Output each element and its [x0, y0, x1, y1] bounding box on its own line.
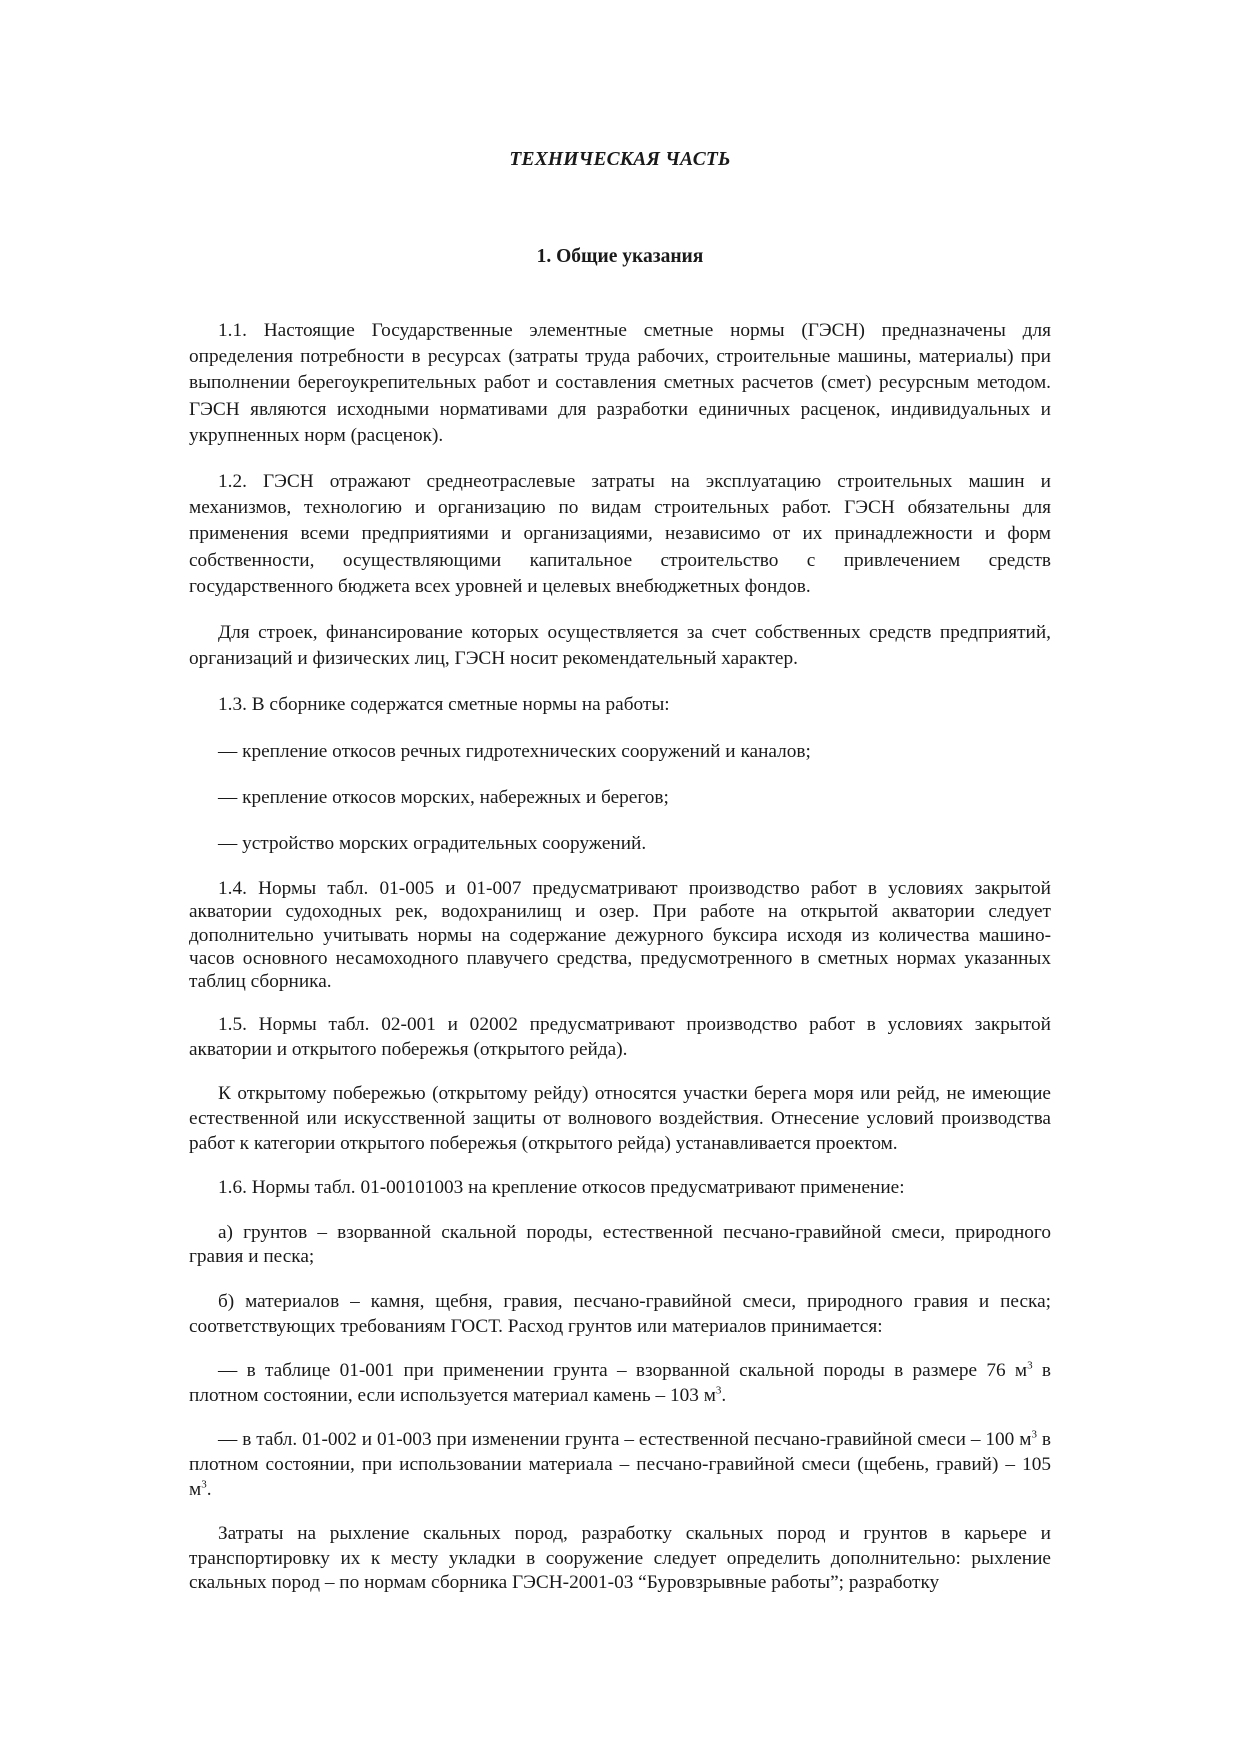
- paragraph-1-2: 1.2. ГЭСН отражают среднеотраслевые затраты на эксплуатацию строительных машин и механизмов, технологию и организацию по видам строительных работ. ГЭСН обязательны для применения всеми предприятиями и организациями, независимо от их принадлежности и форм собственности, осуществляющими капитальное строительство с привлечением средств государственного бюджета всех уровней и целевых внебюджетных фондов.: [189, 471, 1051, 597]
- list-item: — крепление откосов морских, набережных и берегов;: [218, 786, 669, 808]
- paragraph-1-1: 1.1. Настоящие Государственные элементные сметные нормы (ГЭСН) предназначены для определения потребности в ресурсах (затраты труда рабочих, строительные машины, материалы) при выполнении берегоукрепительных работ и составления сметных расчетов (смет) ресурсным методом. ГЭСН являются исходными нормативами для разработки единичных расценок, индивидуальных и укрупненных норм (расценок).: [189, 320, 1051, 446]
- superscript: 3: [1027, 1359, 1033, 1372]
- superscript: 3: [201, 1478, 207, 1491]
- paragraph-additional-costs: Затраты на рыхление скальных пород, разработку скальных пород и грунтов в карьере и транспортировку их к месту укладки в сооружение следует определить дополнительно: рыхление скальных пород – по нормам сборника ГЭСН-2001-03 “Буровзрывные работы”; разработку: [189, 1523, 1051, 1594]
- document-body: [189, 318, 1051, 1596]
- paragraph-budget-note: Для строек, финансирование которых осуществляется за счет собственных средств предприятий, организаций и физических лиц, ГЭСН носит рекомендательный характер.: [189, 622, 1051, 670]
- paragraph-materials: б) материалов – камня, щебня, гравия, песчано-гравийной смеси, природного гравия и песка; соответствующих требованиям ГОСТ. Расход грунтов или материалов принимается:: [189, 1291, 1051, 1337]
- superscript: 3: [1031, 1428, 1037, 1441]
- paragraph-table-01-002: [189, 1428, 1051, 1502]
- text-segment: — в табл. 01-002 и 01-003 при изменении грунта – естественной песчано-гравийной смеси – 100 м: [218, 1429, 1032, 1451]
- text-segment: в плотном состоянии, если используется материал камень – 103 м: [189, 1360, 1051, 1406]
- list-item: — устройство морских оградительных сооружений.: [218, 833, 647, 855]
- paragraph-1-4: 1.4. Нормы табл. 01-005 и 01-007 предусматривают производство работ в условиях закрытой акватории судоходных рек, водохранилищ и озер. При работе на открытой акватории следует дополнительно учитывать нормы на содержание дежурного буксира исходя из количества машино-часов основного несамоходного плавучего средства, предусмотренного в сметных нормах указанных таблиц сборника.: [189, 878, 1051, 993]
- paragraph-1-6: 1.6. Нормы табл. 01-00101003 на крепление откосов предусматривают применение:: [218, 1177, 905, 1199]
- superscript: 3: [715, 1384, 722, 1397]
- text-segment: — в таблице 01-001 при применении грунта – взорванной скальной породы в размере 76 м: [218, 1360, 1028, 1382]
- document-title: ТЕХНИЧЕСКАЯ ЧАСТЬ: [509, 149, 731, 170]
- paragraph-1-3: 1.3. В сборнике содержатся сметные нормы на работы:: [218, 694, 670, 716]
- text-segment: .: [206, 1478, 212, 1500]
- list-item: — крепление откосов речных гидротехнических сооружений и каналов;: [218, 740, 811, 762]
- paragraph-open-coast: К открытому побережью (открытому рейду) относятся участки берега моря или рейд, не имеющие естественной или искусственной защиты от волнового воздействия. Отнесение условий производства работ к категории открытого побережья (открытого рейда) устанавливается проектом.: [189, 1083, 1051, 1154]
- text-segment: в плотном состоянии, при использовании материала – песчано-гравийной смеси (щебень, гравий) – 105 м: [189, 1429, 1051, 1500]
- paragraph-table-01-001: [189, 1359, 1051, 1408]
- section-heading: 1. Общие указания: [536, 246, 704, 267]
- paragraph-soils: а) грунтов – взорванной скальной породы, естественной песчано-гравийной смеси, природного гравия и песка;: [189, 1221, 1051, 1268]
- paragraph-1-5: 1.5. Нормы табл. 02-001 и 02002 предусматривают производство работ в условиях закрытой акватории и открытого побережья (открытого рейда).: [189, 1014, 1051, 1060]
- text-segment: .: [721, 1384, 727, 1406]
